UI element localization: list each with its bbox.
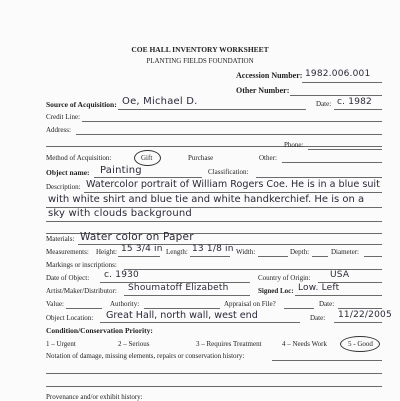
diameter-line [364, 256, 382, 257]
description-rule-3 [46, 221, 382, 222]
method-of-acquisition-label: Method of Acquisition: [46, 154, 112, 162]
artist-line [124, 295, 250, 296]
notation-line-1 [272, 360, 382, 361]
form-title: COE HALL INVENTORY WORKSHEET [131, 45, 269, 54]
value-line [66, 308, 102, 309]
condition-option-1: 1 – Urgent [46, 340, 76, 348]
country-of-origin-value: USA [330, 270, 350, 280]
gift-selection-circle [134, 150, 161, 166]
source-of-acquisition-value: Oe, Michael D. [122, 96, 198, 107]
method-other-label: Other: [259, 154, 277, 162]
phone-label: Phone: [284, 141, 304, 149]
materials-value: Water color on Paper [80, 231, 194, 243]
width-line [258, 256, 288, 257]
location-date-value: 11/22/2005 [338, 310, 392, 320]
classification-label: Classification: [208, 168, 249, 176]
classification-line [256, 177, 382, 178]
depth-line [312, 256, 328, 257]
accession-number-value: 1982.006.001 [305, 69, 371, 79]
description-label: Description: [46, 183, 81, 191]
condition-option-3: 3 – Requires Treatment [196, 340, 262, 348]
height-line [118, 256, 160, 257]
diameter-label: Diameter: [331, 248, 359, 256]
method-option-gift: Gift [141, 154, 153, 162]
credit-line-label: Credit Line: [46, 113, 81, 121]
source-of-acquisition-label: Source of Acquisition: [46, 100, 117, 109]
appraisal-date-line [338, 308, 382, 309]
address-line-2 [46, 146, 382, 147]
object-name-label: Object name: [46, 168, 90, 177]
markings-label: Markings or inscriptions: [46, 261, 117, 269]
description-rule-1 [84, 192, 382, 193]
other-number-line [290, 95, 382, 96]
depth-label: Depth: [290, 248, 310, 256]
notation-line-2 [46, 373, 382, 374]
condition-option-4: 4 – Needs Work [282, 340, 327, 348]
source-of-acquisition-line [118, 109, 306, 110]
description-line-2: with white shirt and blue tie and white handkerchief. He is on a [48, 194, 365, 205]
credit-line-line [82, 121, 382, 122]
method-other-line [282, 162, 382, 163]
phone-line [308, 149, 382, 150]
signed-location-label: Signed Loc: [258, 287, 294, 295]
length-value: 13 1/8 in [192, 244, 234, 254]
provenance-label: Provenance and/or exhibit history: [46, 393, 143, 401]
object-location-line [100, 322, 300, 323]
artist-value: Shoumatoff Elizabeth [128, 283, 229, 293]
date-of-object-label: Date of Object: [46, 274, 90, 282]
authority-line [144, 308, 220, 309]
country-of-origin-label: Country of Origin: [258, 274, 311, 282]
source-date-line [334, 109, 382, 110]
method-option-purchase: Purchase [188, 154, 214, 162]
notation-label: Notation of damage, missing elements, repairs or conservation history: [46, 352, 245, 360]
width-label: Width: [236, 248, 256, 256]
appraisal-line [284, 308, 314, 309]
description-line-3: sky with clouds background [48, 208, 192, 219]
condition-option-2: 2 – Serious [118, 340, 150, 348]
artist-label: Artist/Maker/Distributor: [46, 287, 117, 295]
source-date-label: Date: [316, 100, 332, 108]
address-label: Address: [46, 126, 71, 134]
height-label: Height: [96, 248, 117, 256]
source-date-value: c. 1982 [337, 97, 372, 107]
value-label: Value: [46, 300, 64, 308]
authority-label: Authority: [110, 300, 140, 308]
object-name-value: Painting [100, 165, 142, 176]
date-of-object-value: c. 1930 [104, 270, 139, 280]
appraisal-label: Appraisal on File? [224, 300, 276, 308]
address-line-1 [76, 134, 382, 135]
materials-label: Materials: [46, 235, 75, 243]
signed-location-line [295, 295, 382, 296]
form-subtitle: PLANTING FIELDS FOUNDATION [146, 57, 254, 65]
object-name-line [94, 177, 202, 178]
condition-option-5: 5 - Good [348, 340, 373, 348]
other-number-label: Other Number: [236, 86, 290, 95]
measurements-label: Measurements: [46, 248, 89, 256]
length-line [190, 256, 230, 257]
condition-heading: Condition/Conservation Priority: [46, 326, 153, 335]
object-location-value: Great Hall, north wall, west end [106, 310, 258, 321]
appraisal-date-label: Date: [319, 300, 335, 308]
signed-location-value: Low. Left [298, 283, 340, 293]
location-date-label: Date: [310, 314, 326, 322]
length-label: Length: [166, 248, 188, 256]
condition-selection-circle [340, 336, 380, 352]
description-line-1: Watercolor portrait of William Rogers Coe. He is in a blue suit [86, 179, 380, 190]
notation-line-3 [46, 386, 382, 387]
height-value: 15 3/4 in [121, 244, 163, 254]
location-date-line [334, 322, 382, 323]
accession-number-line [302, 82, 382, 83]
accession-number-label: Accession Number: [236, 71, 303, 80]
object-location-label: Object Location: [46, 314, 94, 322]
